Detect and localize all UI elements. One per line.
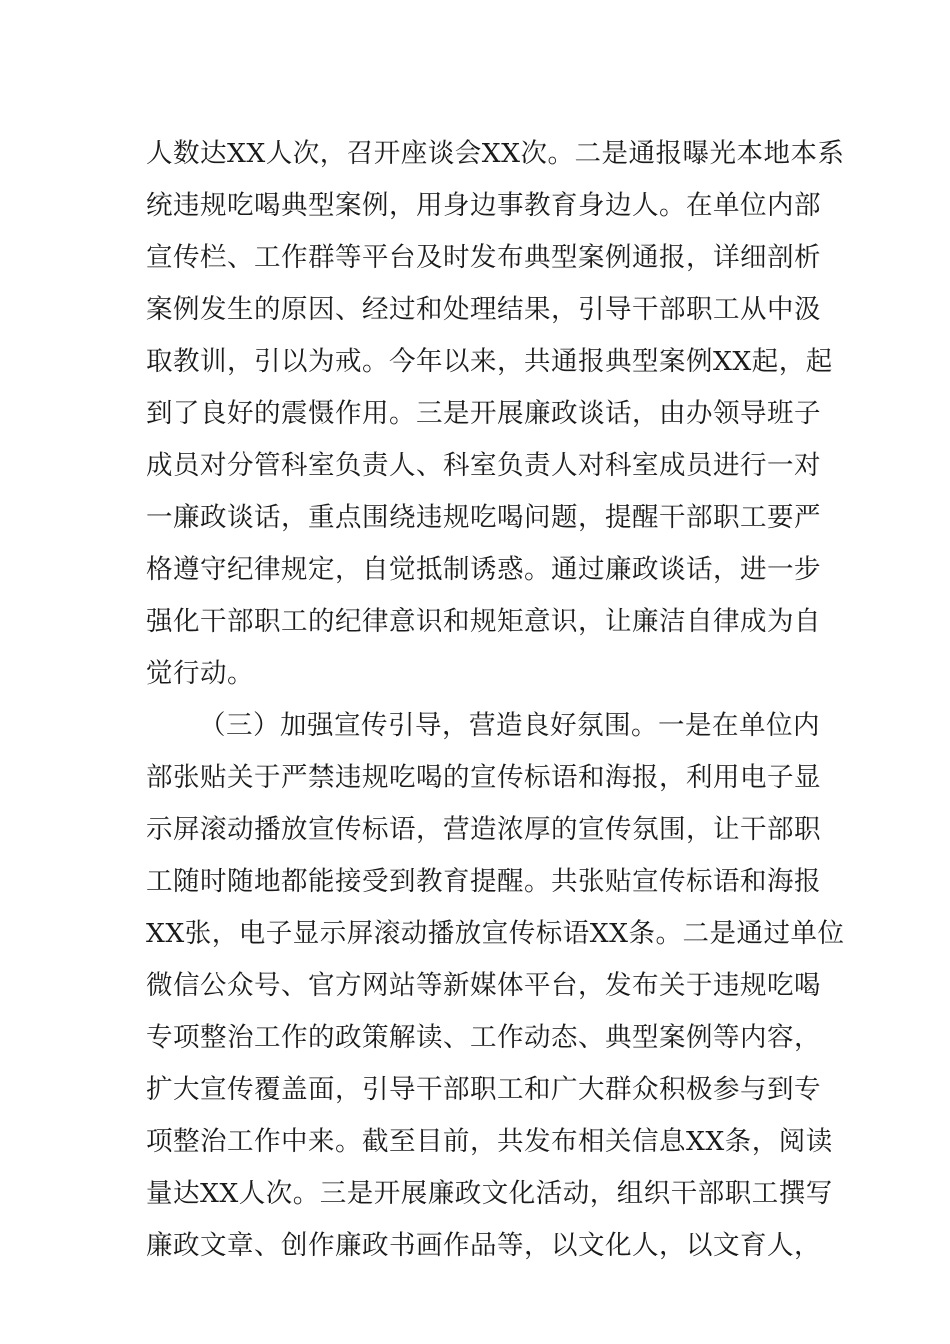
text-line: 到了良好的震慑作用。三是开展廉政谈话，由办领导班子 <box>146 398 821 429</box>
text-line: 宣传栏、工作群等平台及时发布典型案例通报，详细剖析 <box>146 242 821 273</box>
text-line: 强化干部职工的纪律意识和规矩意识，让廉洁自律成为自 <box>146 606 821 637</box>
text-line: 项整治工作中来。截至目前，共发布相关信息XX条，阅读 <box>146 1126 833 1157</box>
text-line: 工随时随地都能接受到教育提醒。共张贴宣传标语和海报 <box>146 866 821 897</box>
text-line: 量达XX人次。三是开展廉政文化活动，组织干部职工撰写 <box>146 1178 833 1209</box>
text-line: 微信公众号、官方网站等新媒体平台，发布关于违规吃喝 <box>146 970 821 1001</box>
text-line: 专项整治工作的政策解读、工作动态、典型案例等内容， <box>146 1022 821 1053</box>
text-line: 格遵守纪律规定，自觉抵制诱惑。通过廉政谈话，进一步 <box>146 554 821 585</box>
text-line: 部张贴关于严禁违规吃喝的宣传标语和海报，利用电子显 <box>146 762 821 793</box>
text-line: 廉政文章、创作廉政书画作品等，以文化人，以文育人， <box>146 1230 821 1261</box>
text-line: 示屏滚动播放宣传标语，营造浓厚的宣传氛围，让干部职 <box>146 814 821 845</box>
text-line: 案例发生的原因、经过和处理结果，引导干部职工从中汲 <box>146 294 821 325</box>
text-line: 扩大宣传覆盖面，引导干部职工和广大群众积极参与到专 <box>146 1074 821 1105</box>
section-heading-line: （三）加强宣传引导，营造良好氛围。一是在单位内 <box>199 710 820 741</box>
text-line: XX张，电子显示屏滚动播放宣传标语XX条。二是通过单位 <box>146 918 845 949</box>
text-line: 成员对分管科室负责人、科室负责人对科室成员进行一对 <box>146 450 821 481</box>
text-line: 人数达XX人次，召开座谈会XX次。二是通报曝光本地本系 <box>146 138 845 169</box>
body-text <box>146 128 845 1272</box>
text-line: 统违规吃喝典型案例，用身边事教育身边人。在单位内部 <box>146 190 821 221</box>
text-line: 一廉政谈话，重点围绕违规吃喝问题，提醒干部职工要严 <box>146 502 821 533</box>
text-line: 取教训，引以为戒。今年以来，共通报典型案例XX起，起 <box>146 346 833 377</box>
paragraph-end-line: 觉行动。 <box>146 658 254 689</box>
